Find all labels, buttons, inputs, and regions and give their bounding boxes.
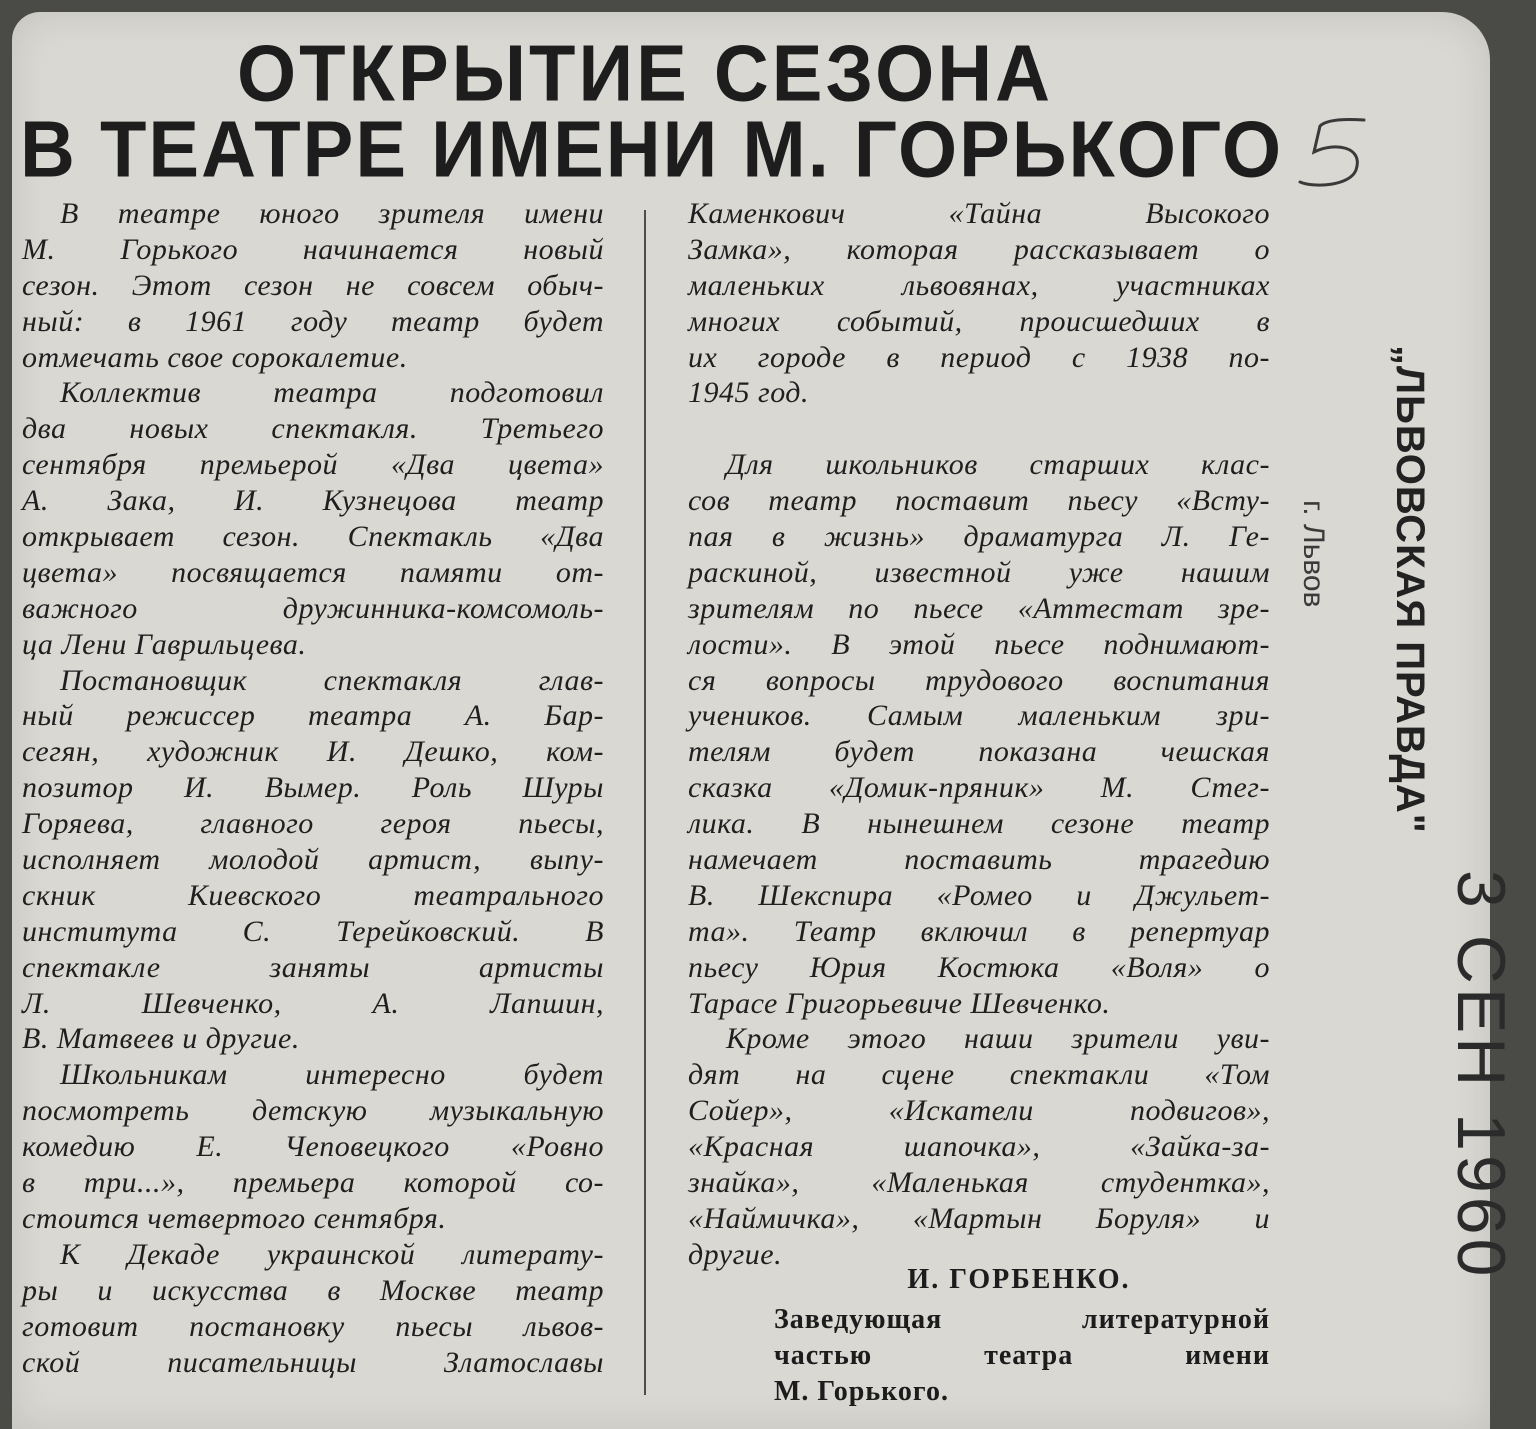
article-text-line: в три...», премьера которой со- [22, 1166, 604, 1200]
article-text-line: В. Матвеев и другие. [22, 1022, 300, 1056]
article-text-line: исполняет молодой артист, выпу- [22, 843, 604, 877]
article-text-line: ры и искусства в Москве театр [22, 1273, 604, 1307]
article-text-line: Школьникам интересно будет [60, 1058, 604, 1092]
article-text-line: спектакле заняты артисты [22, 950, 604, 984]
article-text-line: Л. Шевченко, А. Лапшин, [22, 986, 604, 1020]
article-text-line: намечает поставить трагедию [688, 843, 1270, 877]
article-text-line: маленьких львовянах, участниках [688, 268, 1270, 302]
article-text-line: дят на сцене спектакли «Том [688, 1058, 1270, 1092]
article-text-line: стоится четвертого сентября. [22, 1201, 447, 1235]
article-text-line: открывает сезон. Спектакль «Два [22, 520, 604, 554]
article-column-right [688, 196, 1270, 1273]
article-text-line: Постановщик спектакля глав- [60, 663, 604, 697]
article-text-line: института С. Терейковский. В [22, 914, 604, 948]
article-text-line: сегян, художник И. Дешко, ком- [22, 735, 604, 769]
article-text-line: их городе в период с 1938 по- [688, 340, 1270, 374]
headline-line-1: ОТКРЫТИЕ СЕЗОНА [237, 28, 1053, 119]
stamp-newspaper-name: „ЛЬВОВСКАЯ ПРАВДА" [1388, 345, 1432, 834]
article-text-line: лости». В этой пьесе поднимают- [688, 627, 1270, 661]
article-text-line: В. Шекспира «Ромео и Джульет- [688, 878, 1270, 912]
article-text-line: Горяева, главного героя пьесы, [22, 807, 604, 841]
article-text-line: Замка», которая рассказывает о [688, 232, 1270, 266]
author-role-line: М. Горького. [774, 1376, 949, 1407]
article-text-line: Для школьников старших клас- [726, 448, 1270, 482]
article-text-line: другие. [688, 1237, 783, 1271]
article-text-line: знайка», «Маленькая студентка», [688, 1166, 1270, 1200]
article-text-line: «Наймичка», «Мартын Боруля» и [688, 1201, 1270, 1235]
article-text-line: учеников. Самым маленьким зри- [688, 699, 1270, 733]
article-text-line: ный: в 1961 году театр будет [22, 304, 604, 338]
article-text-line: многих событий, происшедших в [688, 304, 1270, 338]
article-text-line: ся вопросы трудового воспитания [688, 663, 1270, 697]
author-role-line: Заведующая литературной [774, 1304, 1270, 1335]
article-text-line: Каменкович «Тайна Высокого [688, 197, 1270, 230]
article-text-line: ской писательницы Златославы [22, 1345, 604, 1379]
article-text-line: В театре юного зрителя имени [60, 197, 604, 230]
article-text-line: М. Горького начинается новый [22, 232, 604, 266]
article-text-line: «Красная шапочка», «Зайка-за- [688, 1130, 1270, 1164]
headline-line-2: В ТЕАТРЕ ИМЕНИ М. ГОРЬКОГО [20, 104, 1284, 195]
article-text-line: Кроме этого наши зрители уви- [726, 1022, 1270, 1056]
article-text-line: важного дружинника-комсомоль- [22, 591, 604, 625]
article-column-left [22, 196, 604, 1380]
article-text-line: пьесу Юрия Костюка «Воля» о [688, 950, 1270, 984]
author-role-line: частью театра имени [774, 1340, 1270, 1371]
author-role [774, 1302, 1270, 1410]
article-text-line: сезон. Этот сезон не совсем обыч- [22, 268, 604, 302]
article-text-line: комедию Е. Чеповецкого «Ровно [22, 1130, 604, 1164]
stamp-date: 3 СЕН 1960 [1443, 870, 1519, 1281]
article-text-line: сказка «Домик-пряник» М. Стег- [688, 771, 1270, 805]
article-text-line: ца Лени Гаврильцева. [22, 627, 307, 661]
author-name: И. ГОРБЕНКО. [907, 1264, 1131, 1295]
article-text-line: скник Киевского театрального [22, 878, 604, 912]
article-text-line: Коллектив театра подготовил [60, 376, 604, 410]
article-text-line: цвета» посвящается памяти от- [22, 555, 604, 589]
article-text-line: готовит постановку пьесы львов- [22, 1309, 604, 1343]
article-text-line: телям будет показана чешская [688, 735, 1270, 769]
article-text-line: отмечать свое сорокалетие. [22, 340, 408, 374]
article-text-line: раскиной, известной уже нашим [688, 555, 1270, 589]
article-text-line: позитор И. Вымер. Роль Шуры [22, 771, 604, 805]
stamp-city: г. Львов [1297, 500, 1330, 608]
article-text-line: Тарасе Григорьевиче Шевченко. [688, 986, 1111, 1020]
article-text-line: лика. В нынешнем сезоне театр [688, 807, 1270, 841]
article-text-line: два новых спектакля. Третьего [22, 412, 604, 446]
article-text-line: сов театр поставит пьесу «Всту- [688, 484, 1270, 518]
article-text-line [688, 411, 1270, 447]
article-text-line: А. Зака, И. Кузнецова театр [22, 484, 604, 518]
article-text-line: ный режиссер театра А. Бар- [22, 699, 604, 733]
article-text-line: та». Театр включил в репертуар [688, 914, 1270, 948]
article-text-line: сентября премьерой «Два цвета» [22, 448, 604, 482]
article-text-line: 1945 год. [688, 376, 809, 410]
article-text-line: пая в жизнь» драматурга Л. Ге- [688, 520, 1270, 554]
handwritten-page-mark [1294, 112, 1384, 192]
article-text-line: посмотреть детскую музыкальную [22, 1094, 604, 1128]
article-text-line: К Декаде украинской литерату- [60, 1237, 604, 1271]
article-text-line: зрителям по пьесе «Аттестат зре- [688, 591, 1270, 625]
column-divider [644, 210, 646, 1395]
article-text-line: Сойер», «Искатели подвигов», [688, 1094, 1270, 1128]
